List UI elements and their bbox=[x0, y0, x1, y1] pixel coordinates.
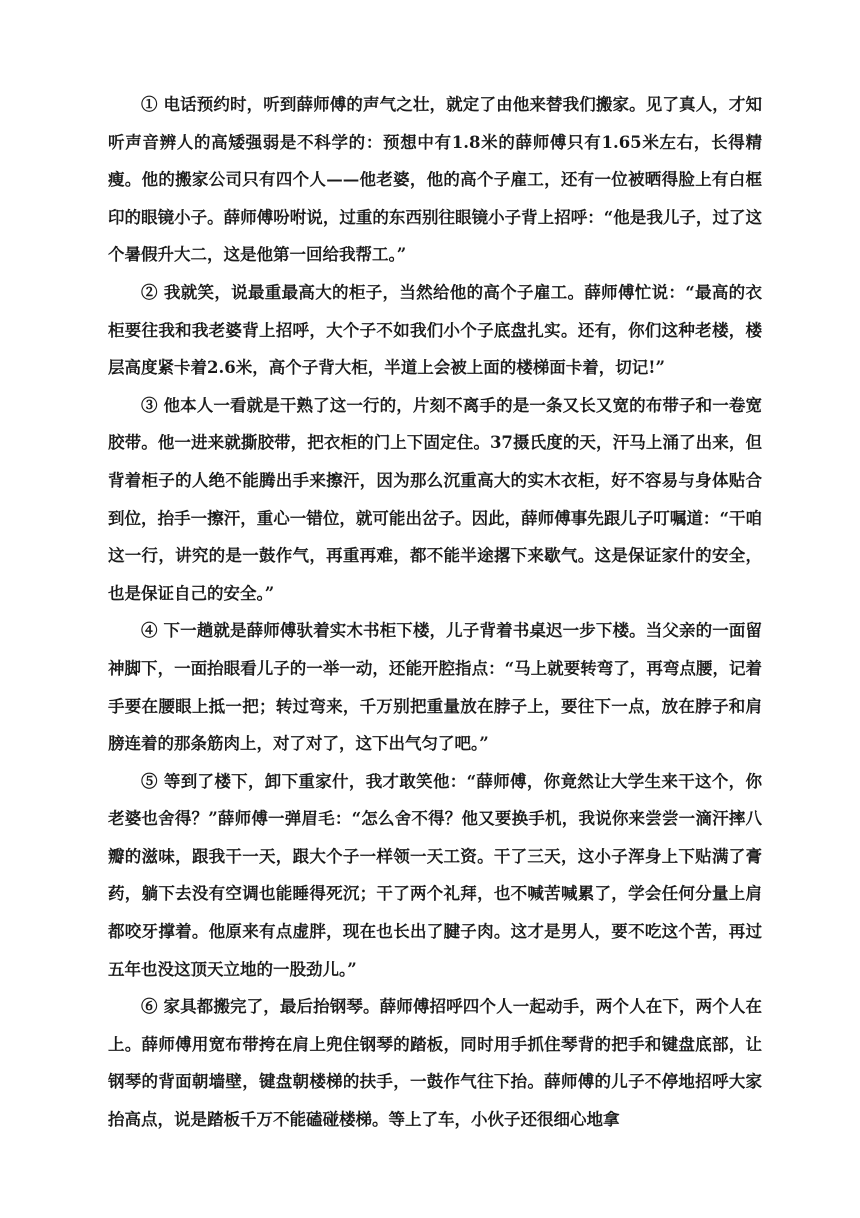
document-body bbox=[108, 86, 762, 1139]
paragraph-1: ① 电话预约时，听到薛师傅的声气之壮，就定了由他来替我们搬家。见了真人，才知听声音辨人的高矮强弱是不科学的：预想中有1.8米的薛师傅只有1.65米左右，长得精瘦。他的搬家公司只有四个人——他老婆，他的高个子雇工，还有一位被晒得脸上有白框印的眼镜小子。薛师傅吩咐说，过重的东西别往眼镜小子背上招呼：“他是我儿子，过了这个暑假升大二，这是他第一回给我帮工。” bbox=[108, 95, 762, 265]
paragraph-3: ③ 他本人一看就是干熟了这一行的，片刻不离手的是一条又长又宽的布带子和一卷宽胶带。他一进来就撕胶带，把衣柜的门上下固定住。37摄氏度的天，汗马上涌了出来，但背着柜子的人绝不能腾出手来擦汗，因为那么沉重高大的实木衣柜，好不容易与身体贴合到位，抬手一擦汗，重心一错位，就可能出岔子。因此，薛师傅事先跟儿子叮嘱道：“干咱这一行，讲究的是一鼓作气，再重再难，都不能半途撂下来歇气。这是保证家什的安全，也是保证自己的安全。” bbox=[108, 395, 762, 603]
paragraph-5: ⑤ 等到了楼下，卸下重家什，我才敢笑他：“薛师傅，你竟然让大学生来干这个，你老婆也舍得？”薛师傅一弹眉毛：“怎么舍不得？他又要换手机，我说你来尝尝一滴汗摔八瓣的滋味，跟我干一天，跟大个子一样领一天工资。干了三天，这小子浑身上下贴满了膏药，躺下去没有空调也能睡得死沉；干了两个礼拜，也不喊苦喊累了，学会任何分量上肩都咬牙撑着。他原来有点虚胖，现在也长出了腱子肉。这才是男人，要不吃这个苦，再过五年也没这顶天立地的一股劲儿。” bbox=[108, 771, 762, 979]
paragraph-4: ④ 下一趟就是薛师傅驮着实木书柜下楼，儿子背着书桌迟一步下楼。当父亲的一面留神脚下，一面抬眼看儿子的一举一动，还能开腔指点：“马上就要转弯了，再弯点腰，记着手要在腰眼上抵一把；转过弯来，千万别把重量放在脖子上，要往下一点，放在脖子和肩膀连着的那条筋肉上，对了对了，这下出气匀了吧。” bbox=[108, 621, 762, 754]
paragraph-2: ② 我就笑，说最重最高大的柜子，当然给他的高个子雇工。薛师傅忙说：“最高的衣柜要往我和我老婆背上招呼，大个子不如我们小个子底盘扎实。还有，你们这种老楼，楼层高度紧卡着2.6米，高个子背大柜，半道上会被上面的楼梯面卡着，切记!” bbox=[108, 282, 762, 378]
paragraph-6: ⑥ 家具都搬完了，最后抬钢琴。薛师傅招呼四个人一起动手，两个人在下，两个人在上。薛师傅用宽布带挎在肩上兜住钢琴的踏板，同时用手抓住琴背的把手和键盘底部，让钢琴的背面朝墙壁，键盘朝楼梯的扶手，一鼓作气往下抬。薛师傅的儿子不停地招呼大家抬高点，说是踏板千万不能磕碰楼梯。等上了车，小伙子还很细心地拿 bbox=[108, 997, 762, 1130]
